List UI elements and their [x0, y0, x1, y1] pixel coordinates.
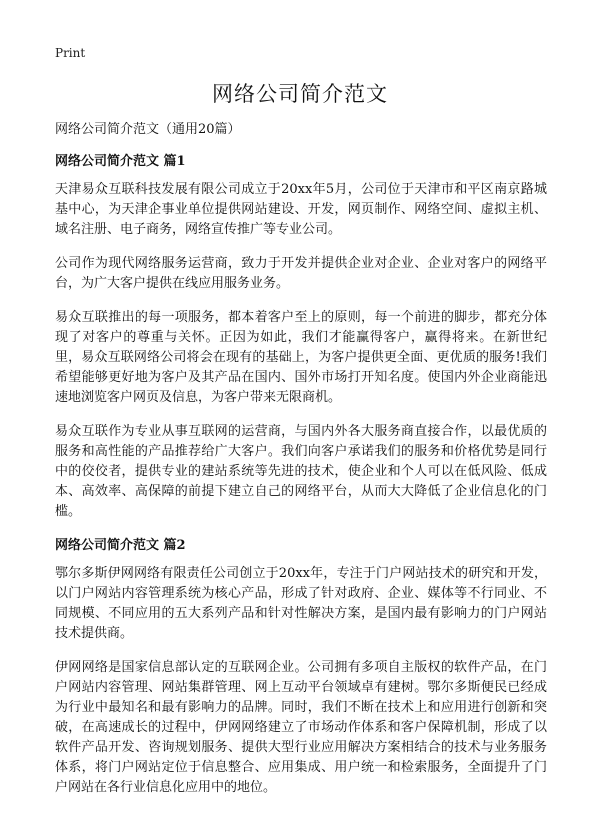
paragraph: 公司作为现代网络服务运营商，致力于开发并提供企业对企业、企业对客户的网络平台，为广大客户提供在线应用服务业务。: [55, 256, 547, 291]
section-2: [55, 536, 547, 798]
document-body: [55, 120, 547, 812]
paragraph: 伊网网络是国家信息部认定的互联网企业。公司拥有多项自主版权的软件产品，在门户网站内容管理、网站集群管理、网上互动平台领域卓有建树。鄂尔多斯便民已经成为行业中最知名和最有影响力的品牌。同时，我们不断在技术上和应用进行创新和突破，在高速成长的过程中，伊网网络建立了市场动作体系和客户保障机制，形成了以软件产品开发、咨询规划服务、提供大型行业应用解决方案相结合的技术与业务服务体系，将门户网站定位于信息整合、应用集成、用户统一和检索服务，全面提升了门户网站在各行业信息化应用中的地位。: [55, 660, 547, 795]
print-label[interactable]: Print: [55, 46, 86, 60]
document-subtitle: 网络公司简介范文（通用20篇）: [55, 122, 241, 137]
paragraph: 易众互联作为专业从事互联网的运营商，与国内外各大服务商直接合作，以最优质的服务和高性能的产品推荐给广大客户。我们向客户承诺我们的服务和价格优势是同行中的佼佼者，提供专业的建站系统等先进的技术，使企业和个人可以在低风险、低成本、高效率、高保障的前提下建立自己的网络平台，从而大大降低了企业信息化的门槛。: [55, 424, 547, 519]
paragraph: 易众互联推出的每一项服务，都本着客户至上的原则，每一个前进的脚步，都充分体现了对客户的尊重与关怀。正因为如此，我们才能赢得客户，赢得将来。在新世纪里，易众互联网络公司将会在现有的基础上，为客户提供更全面、更优质的服务!我们希望能够更好地为客户及其产品在国内、国外市场打开知名度。使国内外企业商能迅速地浏览客户网页及信息，为客户带来无限商机。: [55, 310, 547, 405]
section-heading: 网络公司简介范文 篇1: [55, 154, 186, 169]
page-title: 网络公司简介范文: [212, 82, 388, 106]
section-1: [55, 152, 547, 522]
section-heading: 网络公司简介范文 篇2: [55, 538, 186, 553]
paragraph: 鄂尔多斯伊网网络有限责任公司创立于20xx年，专注于门户网站技术的研究和开发，以门户网站内容管理系统为核心产品，形成了针对政府、企业、媒体等不行同业、不同规模、不同应用的五大系列产品和针对性解决方案，是国内最有影响力的门户网站技术提供商。: [55, 566, 547, 641]
paragraph: 天津易众互联科技发展有限公司成立于20xx年5月，公司位于天津市和平区南京路城基中心，为天津企事业单位提供网站建设、开发，网页制作、网络空间、虚拟主机、域名注册、电子商务，网络宣传推广等专业公司。: [55, 182, 547, 237]
